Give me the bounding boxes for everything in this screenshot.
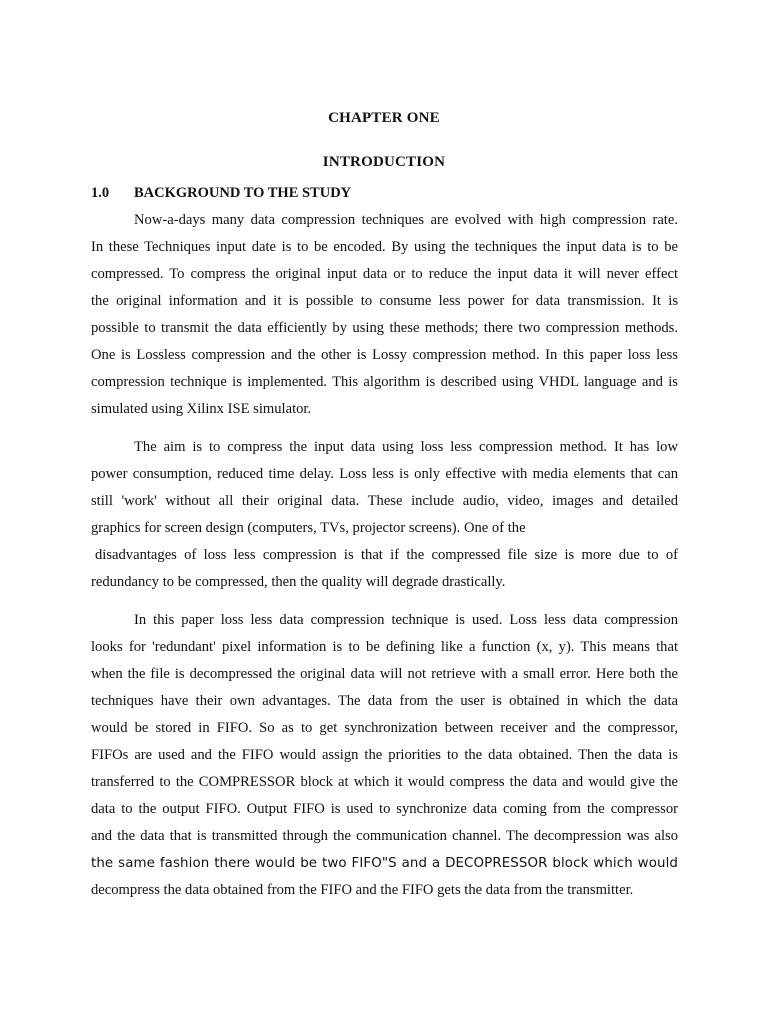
paragraph-line: techniques have their own advantages. The data from the user is obtained in which the data (91, 693, 678, 709)
paragraph-line: redundancy to be compressed, then the quality will degrade drastically. (91, 574, 506, 590)
paragraph-line: One is Lossless compression and the other is Lossy compression method. In this paper loss less (91, 347, 678, 363)
paragraph-line: The aim is to compress the input data using loss less compression method. It has low (134, 439, 678, 455)
paragraph-line: and the data that is transmitted through the communication channel. The decompression was also (91, 828, 678, 844)
paragraph-line: disadvantages of loss less compression is that if the compressed file size is more due to of (95, 547, 678, 563)
paragraph-line: simulated using Xilinx ISE simulator. (91, 401, 312, 417)
section-number: 1.0 (91, 185, 110, 201)
paragraph-2 (91, 434, 678, 596)
paragraph-3 (91, 607, 678, 904)
paragraph-line: the original information and it is possible to consume less power for data transmission. It is (91, 293, 678, 309)
paragraph-line: possible to transmit the data efficiently by using these methods; there two compression methods. (91, 320, 678, 336)
paragraph-line: Now-a-days many data compression techniques are evolved with high compression rate. (134, 212, 678, 228)
chapter-title: CHAPTER ONE (328, 110, 440, 126)
paragraph-line: transferred to the COMPRESSOR block at which it would compress the data and would give the (91, 774, 678, 790)
paragraph-line: data to the output FIFO. Output FIFO is used to synchronize data coming from the compressor (91, 801, 678, 817)
paragraph-line: compressed. To compress the original input data or to reduce the input data it will never effect (91, 266, 678, 282)
section-title: BACKGROUND TO THE STUDY (134, 185, 352, 201)
paragraph-line: decompress the data obtained from the FIFO and the FIFO gets the data from the transmitter. (91, 882, 634, 898)
chapter-subtitle: INTRODUCTION (322, 154, 446, 170)
paragraph-line: FIFOs are used and the FIFO would assign the priorities to the data obtained. Then the data is (91, 747, 678, 763)
paragraph-line: when the file is decompressed the original data will not retrieve with a small error. Here both the (91, 666, 678, 682)
paragraph-line: still 'work' without all their original data. These include audio, video, images and detailed (91, 493, 678, 509)
paragraph-line: graphics for screen design (computers, TVs, projector screens). One of the (91, 520, 526, 536)
paragraph-line: In this paper loss less data compression technique is used. Loss less data compression (134, 612, 678, 628)
paragraph-line: looks for 'redundant' pixel information is to be defining like a function (x, y). This means that (91, 639, 678, 655)
paragraph-line: power consumption, reduced time delay. Loss less is only effective with media elements that can (91, 466, 678, 482)
paragraph-1 (91, 207, 678, 423)
paragraph-line: compression technique is implemented. This algorithm is described using VHDL language and is (91, 374, 678, 390)
paragraph-line: the same fashion there would be two FIFO"S and a DECOPRESSOR block which would (91, 856, 678, 871)
paragraph-line: In these Techniques input date is to be encoded. By using the techniques the input data is to be (91, 239, 678, 255)
section-heading (91, 185, 351, 202)
paragraph-line: would be stored in FIFO. So as to get synchronization between receiver and the compressor, (91, 720, 678, 736)
